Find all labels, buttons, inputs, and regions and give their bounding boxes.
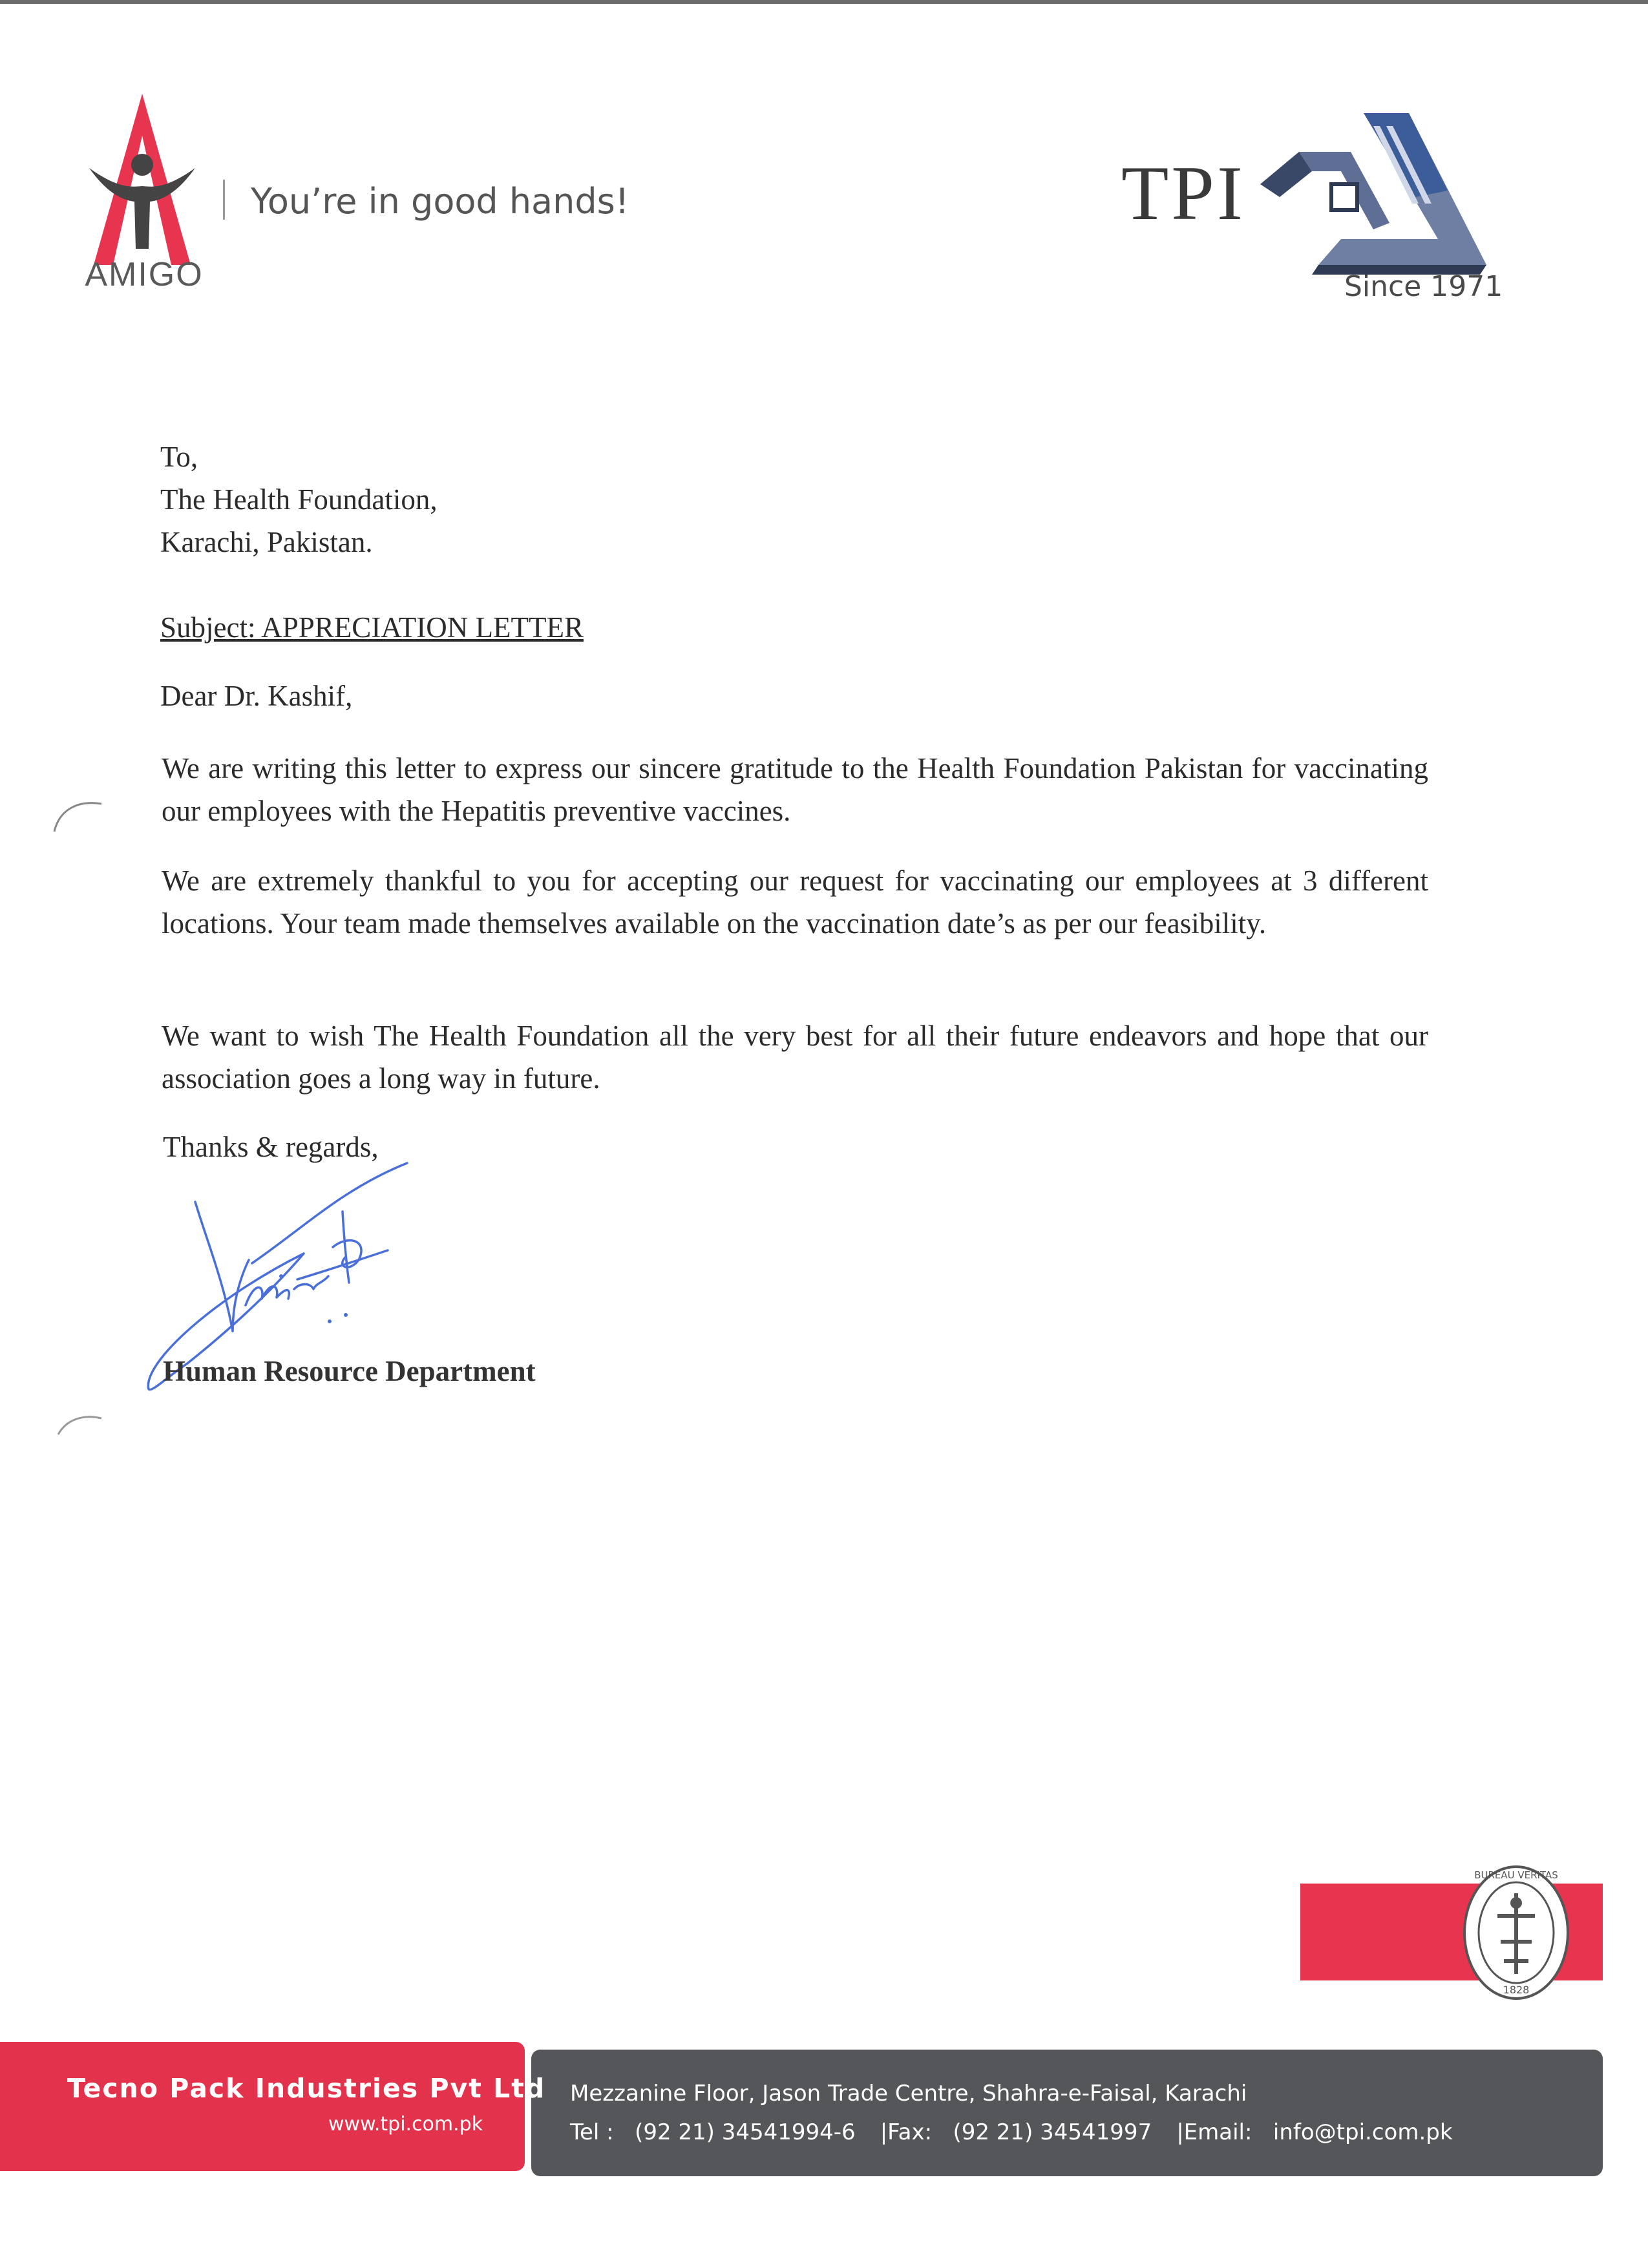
company-address: Mezzanine Floor, Jason Trade Centre, Shahra-e-Faisal, Karachi xyxy=(570,2081,1247,2106)
fax-label: Fax: xyxy=(887,2119,933,2145)
amigo-brand-name: AMIGO xyxy=(85,256,204,293)
salutation: Dear Dr. Kashif, xyxy=(160,680,353,712)
top-border xyxy=(0,0,1648,4)
paragraph-1: We are writing this letter to express our sincere gratitude to the Health Foundation Pakistan for vaccinating our employees with the Hepatitis preventive vaccines. xyxy=(162,752,1428,827)
tpi-brand-name: TPI xyxy=(1121,150,1245,236)
bureau-veritas-seal xyxy=(1462,1864,1570,2001)
tpi-logo-mark xyxy=(1260,100,1493,275)
footer-company-panel xyxy=(0,2042,525,2171)
closing: Thanks & regards, xyxy=(163,1131,379,1163)
seal-text: BUREAU VERITAS xyxy=(1474,1869,1558,1881)
footer-contact-panel xyxy=(531,2050,1603,2176)
recipient-name: The Health Foundation, xyxy=(160,483,438,516)
subject-line: Subject: APPRECIATION LETTER xyxy=(160,611,584,644)
tagline-divider xyxy=(223,180,225,220)
tagline: You’re in good hands! xyxy=(251,181,629,222)
since-year: Since 1971 xyxy=(1344,270,1503,303)
email-label: Email: xyxy=(1183,2119,1252,2145)
company-name: Tecno Pack Industries Pvt Ltd xyxy=(67,2073,546,2104)
contact-line: Tel : (92 21) 34541994-6 |Fax: (92 21) 34541997 |Email: info@tpi.com.pk xyxy=(570,2119,1453,2145)
company-website: www.tpi.com.pk xyxy=(328,2113,483,2136)
paragraph-3: We want to wish The Health Foundation all the very best for all their future endeavors and hope that our association goes a long way in future. xyxy=(162,1020,1428,1095)
tel-label: Tel : xyxy=(570,2119,614,2145)
punch-mark-icon xyxy=(47,796,105,835)
tel-number: (92 21) 34541994-6 xyxy=(635,2119,856,2145)
fax-number: (92 21) 34541997 xyxy=(953,2119,1152,2145)
signatory-department: Human Resource Department xyxy=(163,1355,536,1387)
paragraph-2: We are extremely thankful to you for accepting our request for vaccinating our employees at 3 different locations. Your team made themselves available on the vaccination date’s as per our feasibility. xyxy=(162,865,1428,940)
seal-year: 1828 xyxy=(1503,1984,1530,1996)
punch-mark-icon xyxy=(47,1409,105,1447)
to-line: To, xyxy=(160,441,198,473)
recipient-location: Karachi, Pakistan. xyxy=(160,526,373,558)
email-address: info@tpi.com.pk xyxy=(1273,2119,1453,2145)
